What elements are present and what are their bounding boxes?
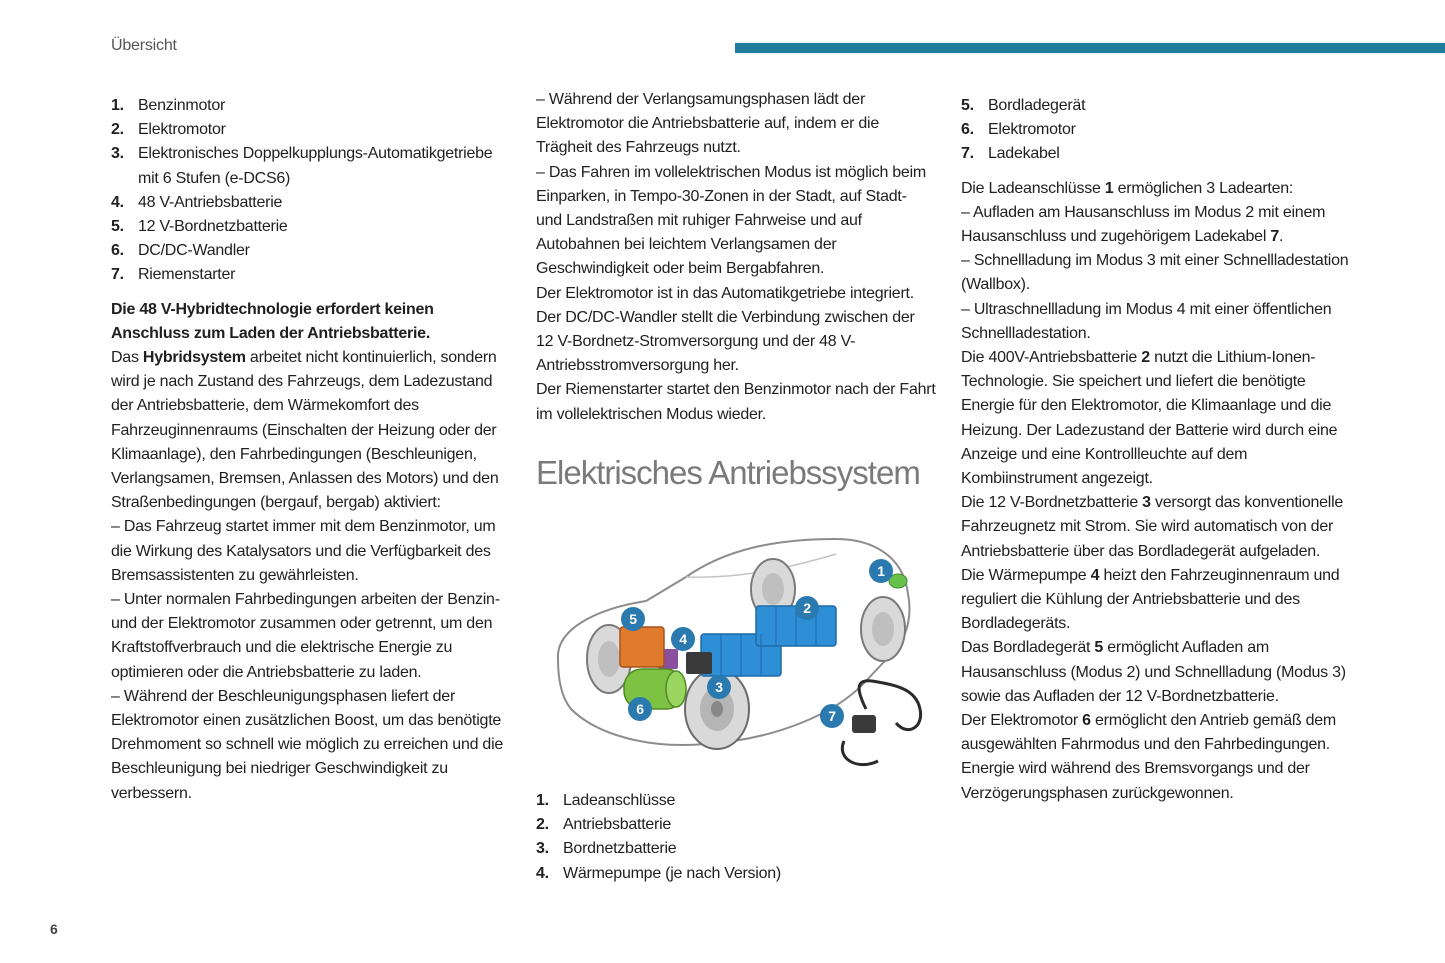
dash-item-acceleration: – Während der Beschleunigungsphasen liefert der Elektromotor einen zusätzlichen Boost, um das benötigte Drehmoment so schnell wie möglich zu erreichen und die Beschleunigung bei niedriger Geschwindigkeit zu verbessern. — [111, 687, 504, 802]
paragraph-electric-motor-drive: Der Elektromotor 6 ermöglicht den Antrieb gemäß dem ausgewählten Fahrmodus und den Fahrbedingungen. Energie wird während des Bremsvorgangs und der Verzögerungsphasen zurückgewonnen. — [961, 712, 1336, 802]
dash-item-mode-3: – Schnellladung im Modus 3 mit einer Schnellladestation (Wallbox). — [961, 252, 1349, 294]
paragraph-dcdc: Der DC/DC-Wandler stellt die Verbindung zwischen der 12 V-Bordnetz-Stromversorgung und der 48 V-Antriebsstromversorgung her. — [536, 308, 915, 375]
component-list-electric-continued — [961, 94, 1361, 167]
callout-6 — [628, 697, 652, 721]
dash-item-mode-4: – Ultraschnellladung im Modus 4 mit einer öffentlichen Schnellladestation. — [961, 300, 1332, 342]
callout-1 — [869, 559, 893, 583]
hybrid-intro-bold: Die 48 V-Hybridtechnologie erfordert keinen Anschluss zum Laden der Antriebsbatterie. — [111, 300, 434, 342]
header-accent-bar — [735, 43, 1445, 53]
list-item: 6. DC/DC-Wandler — [111, 242, 250, 260]
wheel-front-right — [861, 597, 905, 661]
dash-item-mode-2: – Aufladen am Hausanschluss im Modus 2 mit einem Hausanschluss und zugehörigem Ladekabel 7. — [961, 203, 1326, 246]
paragraph-onboard-charger: Das Bordladegerät 5 ermöglicht Aufladen am Hausanschluss (Modus 2) und Schnellladung (Modus 3) sowie das Aufladen der 12 V-Bordnetzbatterie. — [961, 639, 1346, 705]
component-list-electric — [536, 789, 936, 886]
callout-7 — [820, 704, 844, 728]
page-number: 6 — [50, 921, 58, 937]
dash-item-normal: – Unter normalen Fahrbedingungen arbeiten der Benzin- und der Elektromotor zusammen oder getrennt, um den Kraftstoffverbrauch und die elektrische Energie zu optimieren oder die Antriebsbatterie zu laden. — [111, 591, 500, 681]
svg-text:3: 3 — [715, 678, 723, 695]
paragraph-electric-motor: Der Elektromotor ist in das Automatikgetriebe integriert. — [536, 284, 914, 302]
callout-3 — [707, 675, 731, 699]
list-item: 4. Wärmepumpe (je nach Version) — [536, 864, 781, 882]
callout-4 — [671, 627, 695, 651]
list-item: 7. Riemenstarter — [111, 266, 236, 284]
hybrid-system-paragraph: Das Hybridsystem arbeitet nicht kontinuierlich, sondern wird je nach Zustand des Fahrzeugs, dem Ladezustand der Antriebsbatterie, dem Wärmekomfort des Fahrzeuginnenraums (Einschalten der Heizung oder der Klimaanlage), den Fahrbedingungen (Beschleunigen, Verlangsamen, Bremsen, Anlassen des Motors) und den Straßenbedingungen (bergauf, bergab) aktiviert: — [111, 349, 499, 512]
electric-drive-illustration — [536, 509, 932, 775]
header-title: Übersicht — [111, 37, 177, 54]
list-item: 3. Bordnetzbatterie — [536, 840, 677, 858]
svg-text:1: 1 — [877, 562, 885, 579]
list-item: 1. Ladeanschlüsse — [536, 792, 676, 810]
list-item: 2. Antriebsbatterie — [536, 816, 672, 834]
component-list-hybrid — [111, 94, 513, 288]
list-item: 5. Bordladegerät — [961, 97, 1086, 114]
column-right — [961, 94, 1361, 806]
auxiliary-battery — [686, 652, 712, 674]
paragraph-belt-starter: Der Riemenstarter startet den Benzinmotor nach der Fahrt im vollelektrischen Modus wieder. — [536, 381, 936, 423]
callout-2 — [795, 596, 819, 620]
column-left — [111, 94, 513, 806]
callout-5 — [621, 607, 645, 631]
list-item: 7. Ladekabel — [961, 145, 1060, 163]
list-item: 6. Elektromotor — [961, 121, 1076, 139]
svg-text:4: 4 — [679, 630, 687, 647]
svg-text:2: 2 — [803, 599, 811, 616]
onboard-charger — [620, 627, 664, 667]
svg-text:5: 5 — [629, 610, 637, 627]
list-item: 5. 12 V-Bordnetzbatterie — [111, 218, 288, 236]
svg-text:6: 6 — [636, 700, 644, 717]
paragraph-charge-ports: Die Ladeanschlüsse 1 ermöglichen 3 Ladearten: — [961, 179, 1294, 197]
list-item: 3. Elektronisches Doppelkupplungs-Automatikgetriebe mit 6 Stufen (e-DCS6) — [111, 145, 493, 187]
dash-item-electric-mode: – Das Fahren im vollelektrischen Modus ist möglich beim Einparken, in Tempo-30-Zonen in der Stadt, auf Stadt- und Landstraßen mit ruhiger Fahrweise und auf Autobahnen bei leichtem Verlangsamen der Geschwindigkeit oder beim Bergabfahren. — [536, 163, 926, 278]
dash-item-deceleration: – Während der Verlangsamungsphasen lädt der Elektromotor die Antriebsbatterie auf, indem er die Trägheit des Fahrzeugs nutzt. — [536, 91, 879, 157]
paragraph-heat-pump: Die Wärmepumpe 4 heizt den Fahrzeuginnenraum und reguliert die Kühlung der Antriebsbatterie und des Bordladegeräts. — [961, 566, 1340, 633]
section-title: Elektrisches Antriebssystem — [536, 453, 920, 491]
svg-text:7: 7 — [828, 707, 836, 724]
column-middle — [536, 88, 936, 886]
paragraph-auxiliary-battery: Die 12 V-Bordnetzbatterie 3 versorgt das konventionelle Fahrzeugnetz mit Strom. Sie wird automatisch von der Antriebsbatterie über das Bordladegerät aufgeladen. — [961, 494, 1344, 560]
dash-item-start: – Das Fahrzeug startet immer mit dem Benzinmotor, um die Wirkung des Katalysators und die Verfügbarkeit des Bremsassistenten zu gewährleisten. — [111, 518, 496, 584]
list-item: 2. Elektromotor — [111, 121, 226, 139]
paragraph-traction-battery: Die 400V-Antriebsbatterie 2 nutzt die Lithium-Ionen-Technologie. Sie speichert und liefert die benötigte Energie für den Elektromotor, die Klimaanlage und die Heizung. Der Ladezustand der Batterie wird durch eine Anzeige und eine Kontrollleuchte auf dem Kombiinstrument angezeigt. — [961, 349, 1338, 488]
list-item: 4. 48 V-Antriebsbatterie — [111, 193, 283, 211]
list-item: 1. Benzinmotor — [111, 97, 226, 114]
